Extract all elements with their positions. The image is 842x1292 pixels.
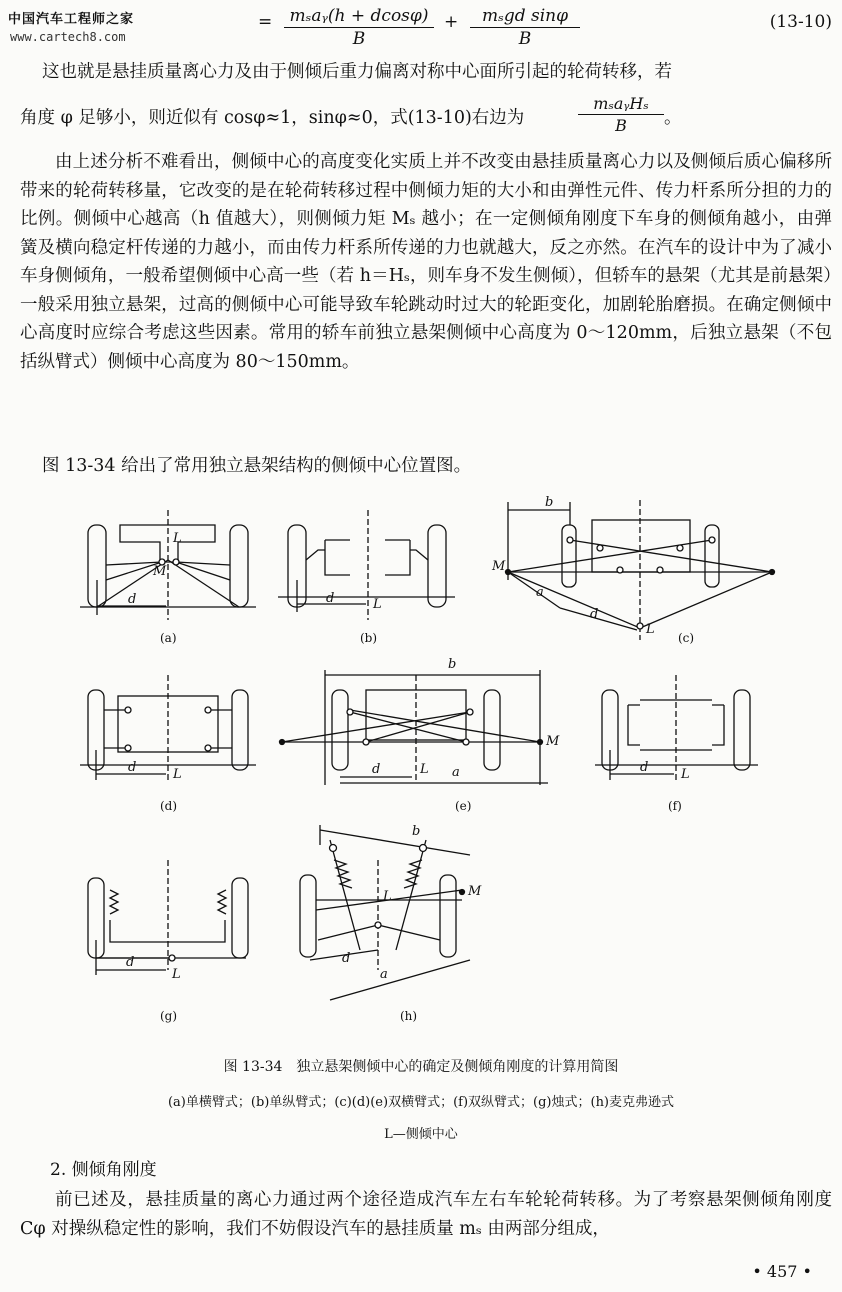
label-a-c: a xyxy=(536,585,544,600)
label-L-f: L xyxy=(681,767,690,782)
sublabel-c: (c) xyxy=(678,631,695,645)
label-M-a: M xyxy=(153,564,167,579)
label-L-h: L xyxy=(383,889,392,904)
sublabel-a: (a) xyxy=(160,631,177,645)
diagram-f xyxy=(595,675,758,780)
eq-frac2-den: B xyxy=(518,29,532,49)
para1-frac-den: B xyxy=(615,116,627,135)
eq-frac1-num: mₛaᵧ(h + dcosφ) xyxy=(289,6,429,26)
label-L-e: L xyxy=(420,762,429,777)
eq-frac1-den: B xyxy=(352,29,366,49)
label-M-h: M xyxy=(468,884,482,899)
para1-end: 。 xyxy=(664,108,682,128)
sublabel-d: (d) xyxy=(160,799,178,813)
equation-number: (13-10) xyxy=(769,12,832,32)
eq-plus: + xyxy=(444,12,459,32)
diagram-c xyxy=(506,500,775,640)
section-title: 2. 侧倾角刚度 xyxy=(50,1160,157,1180)
label-L-a: L xyxy=(173,531,182,546)
para3: 图 13-34 给出了常用独立悬架结构的侧倾中心位置图。 xyxy=(42,456,472,476)
para2: 由上述分析不难看出，侧倾中心的高度变化实质上并不改变由悬挂质量离心力以及侧倾后质心偏移所带来的轮荷转移量，它改变的是在轮荷转移过程中侧倾力矩的大小和由弹性元件、传力杆系所分担的力的比例。侧倾中心越高（h 值越大），则侧倾力矩 Mₛ 越小；在一定侧倾角刚度下车身的侧倾角越小，由弹簧及横向稳定杆传递的力越小，而由传力杆系所传递的力也就越大，反之亦然。在汽车的设计中为了减小车身侧倾角，一般希望侧倾中心高一些（若 h＝Hₛ，则车身不发生侧倾），但轿车的悬架（尤其是前悬架）一般采用独立悬架，过高的侧倾中心可能导致车轮跳动时过大的轮距变化，加剧轮胎磨损。在确定侧倾中心高度时应综合考虑这些因素。常用的轿车前独立悬架侧倾中心高度为 0～120mm，后独立悬架（不包括纵臂式）侧倾中心高度为 80～150mm。 xyxy=(20,152,832,372)
sublabel-h: (h) xyxy=(400,1009,418,1023)
label-d-b: d xyxy=(326,591,335,606)
diagram-g xyxy=(88,860,248,975)
sublabel-e: (e) xyxy=(455,799,472,813)
para1-fraction xyxy=(578,94,664,135)
label-d-a: d xyxy=(128,592,137,607)
para1-line2: 角度 φ 足够小，则近似有 cosφ≈1，sinφ≈0，式(13-10)右边为 xyxy=(20,108,525,128)
label-L-d: L xyxy=(173,767,182,782)
label-a-h: a xyxy=(380,967,388,982)
figure-legend: (a)单横臂式；(b)单纵臂式；(c)(d)(e)双横臂式；(f)双纵臂式；(g)烛式；(h)麦克弗逊式 xyxy=(167,1095,675,1110)
label-M-e: M xyxy=(546,734,560,749)
figure-13-34 xyxy=(0,480,842,1040)
sublabel-g: (g) xyxy=(160,1009,178,1023)
label-L-g: L xyxy=(172,967,181,982)
diagram-b xyxy=(278,510,455,620)
sublabel-f: (f) xyxy=(668,799,682,813)
watermark-brand: 中国汽车工程师之家 xyxy=(8,12,135,27)
diagram-a xyxy=(80,510,256,620)
label-d-c: d xyxy=(590,607,599,622)
label-b-c: b xyxy=(545,495,554,510)
eq-frac2-num: mₛgd sinφ xyxy=(481,6,569,26)
figure-note: L—侧倾中心 xyxy=(384,1127,458,1142)
label-d-h: d xyxy=(342,951,351,966)
eq-sign: = xyxy=(258,12,273,32)
eq-fraction-1 xyxy=(284,6,434,49)
diagram-e xyxy=(280,670,549,785)
label-a-e: a xyxy=(452,765,460,780)
label-d-f: d xyxy=(640,760,649,775)
eq-fraction-2 xyxy=(470,6,580,49)
diagram-d xyxy=(80,675,256,780)
label-d-e: d xyxy=(372,762,381,777)
label-M-c: M xyxy=(492,559,506,574)
figure-caption: 图 13-34 独立悬架侧倾中心的确定及侧倾角刚度的计算用简图 xyxy=(223,1059,619,1075)
label-d-g: d xyxy=(126,955,135,970)
label-b-h: b xyxy=(412,824,421,839)
page-number: • 457 • xyxy=(752,1262,812,1281)
label-L-b: L xyxy=(373,597,382,612)
para1-frac-num: mₛaᵧHₛ xyxy=(593,94,649,113)
label-d-d: d xyxy=(128,760,137,775)
para4: 前已述及，悬挂质量的离心力通过两个途径造成汽车左右车轮轮荷转移。为了考察悬架侧倾角刚度 Cφ 对操纵稳定性的影响，我们不妨假设汽车的悬挂质量 mₛ 由两部分组成， xyxy=(20,1190,832,1239)
label-b-e: b xyxy=(448,657,457,672)
watermark-url: www.cartech8.com xyxy=(10,30,126,44)
sublabel-b: (b) xyxy=(360,631,378,645)
label-L-c: L xyxy=(646,622,655,637)
para1-line1: 这也就是悬挂质量离心力及由于侧倾后重力偏离对称中心面所引起的轮荷转移，若 xyxy=(42,62,672,82)
